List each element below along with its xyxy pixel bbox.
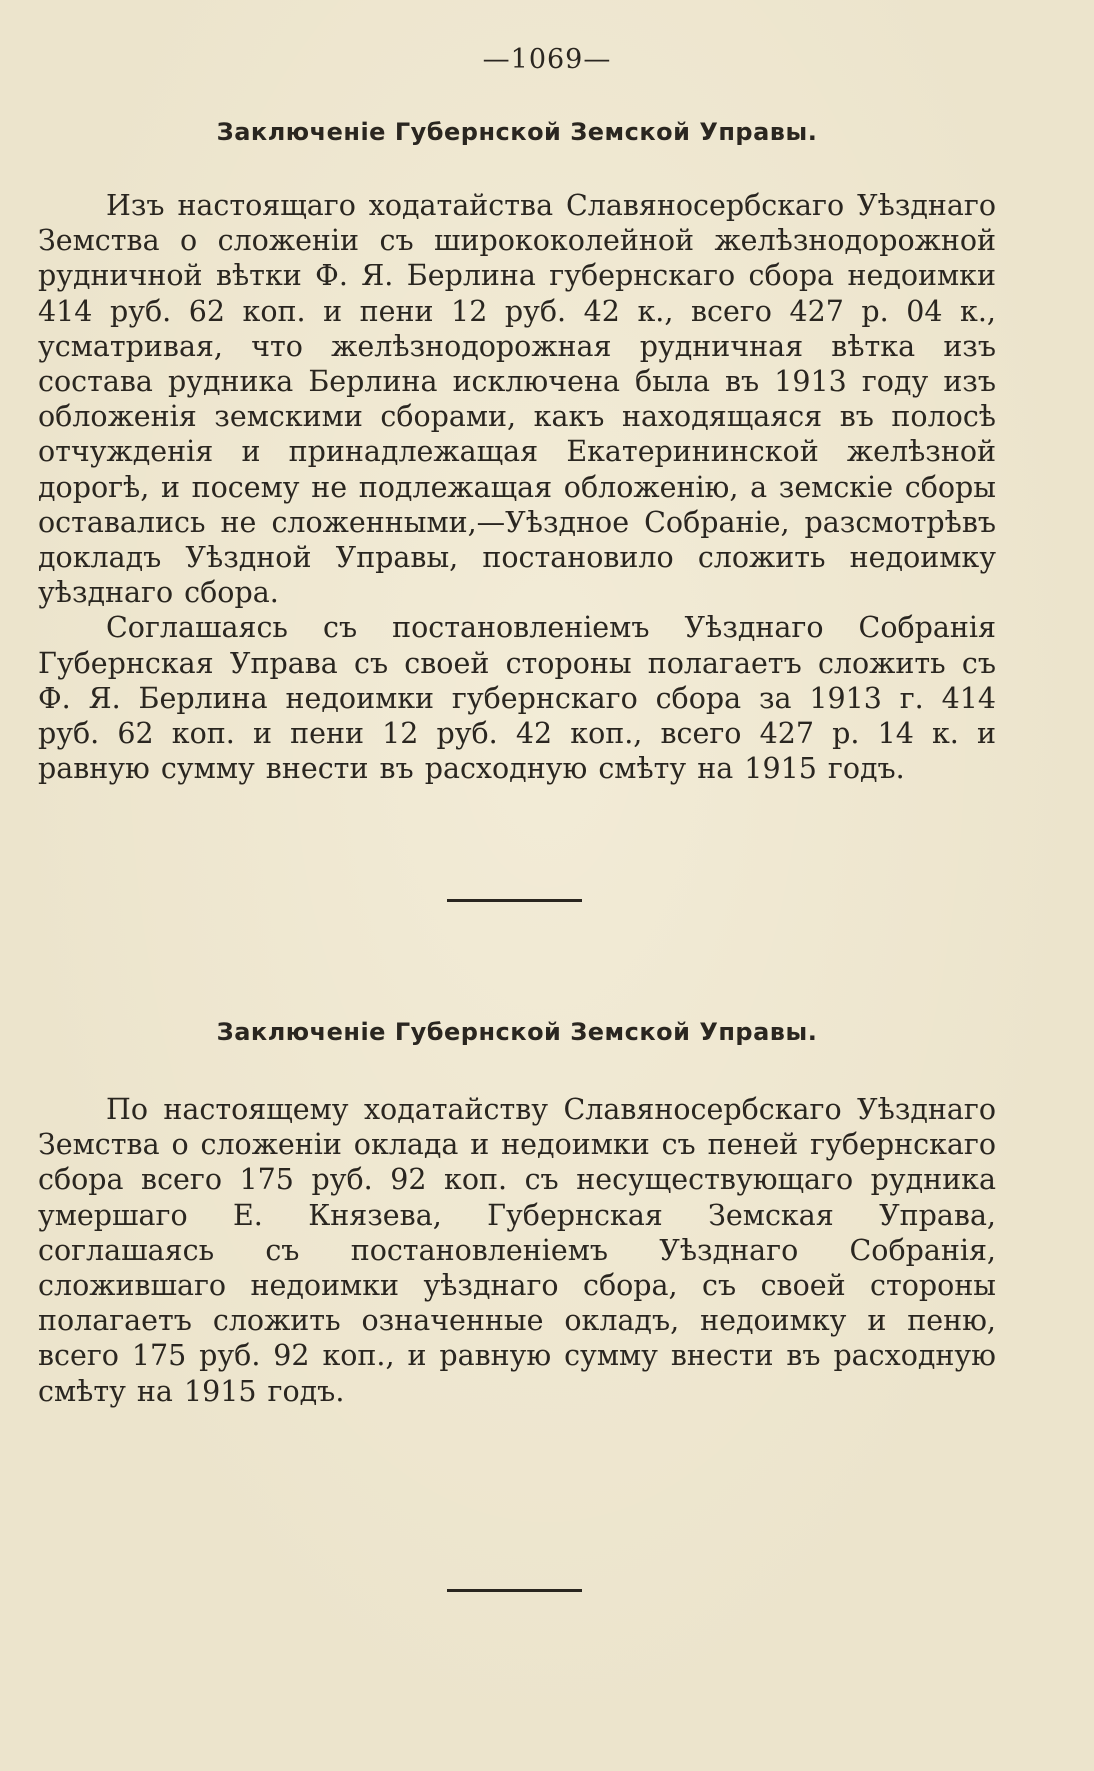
paragraph: По настоящему ходатайству Славяносербскаго Уѣзднаго Земства о сложеніи оклада и недоимки съ пеней губернскаго сбора всего 175 руб. 92 коп. съ несуществующаго рудника умершаго Е. Князева, Губернская Земская Управа, соглашаясь съ постановленіемъ Уѣзднаго Собранія, сложившаго недоимки уѣзднаго сбора, съ своей стороны полагаетъ сложить означенные окладъ, недоимку и пеню, всего 175 руб. 92 коп., и равную сумму внести въ расходную смѣту на 1915 годъ. bbox=[38, 1093, 996, 1408]
paragraph: Изъ настоящаго ходатайства Славяносербскаго Уѣзднаго Земства о сложеніи съ ширококолейной желѣзнодорожной рудничной вѣтки Ф. Я. Берлина губернскаго сбора недоимки 414 руб. 62 коп. и пени 12 руб. 42 к., всего 427 р. 04 к., усматривая, что желѣзнодорожная рудничная вѣтка изъ состава рудника Берлина исключена была въ 1913 году изъ обложенія земскими сборами, какъ находящаяся въ полосѣ отчужденія и принадлежащая Екатерининской желѣзной дорогѣ, и посему не подлежащая обложенію, а земскіе сборы оставались не сложенными,—Уѣздное Собраніе, разсмотрѣвъ докладъ Уѣздной Управы, постановило сложить недоимку уѣзднаго сбора. bbox=[38, 189, 996, 610]
section-divider bbox=[447, 899, 582, 902]
section-conclusion-knyazev bbox=[38, 1018, 996, 1409]
paragraph: Соглашаясь съ постановленіемъ Уѣзднаго Собранія Губернская Управа съ своей стороны полагаетъ сложить съ Ф. Я. Берлина недоимки губернскаго сбора за 1913 г. 414 руб. 62 коп. и пени 12 руб. 42 коп., всего 427 р. 14 к. и равную сумму внести въ расходную смѣту на 1915 годъ. bbox=[38, 611, 996, 786]
page-number: —1069— bbox=[482, 44, 612, 75]
section-divider bbox=[447, 1589, 582, 1592]
section-heading: Заключеніе Губернской Земской Управы. bbox=[216, 118, 818, 146]
section-conclusion-berlin bbox=[38, 118, 996, 786]
section-heading: Заключеніе Губернской Земской Управы. bbox=[216, 1018, 818, 1046]
